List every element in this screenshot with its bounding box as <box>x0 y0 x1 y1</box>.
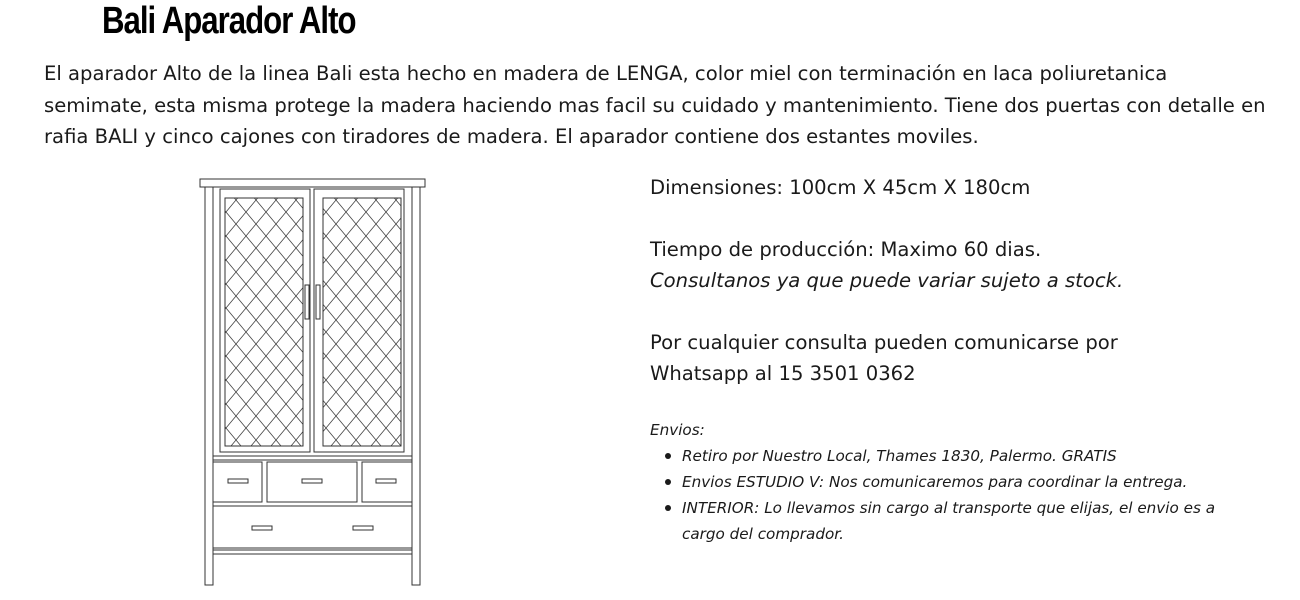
list-item: INTERIOR: Lo llevamos sin cargo al transporte que elijas, el envio es a cargo del comprador. <box>682 495 1257 547</box>
shipping-list <box>650 443 1257 547</box>
product-title: Bali Aparador Alto <box>102 0 356 42</box>
stock-note-text: Consultanos ya que puede variar sujeto a stock. <box>650 269 1124 292</box>
product-description: El aparador Alto de la linea Bali esta hecho en madera de LENGA, color miel con terminación en laca poliuretanica semimate, esta misma protege la madera haciendo mas facil su cuidado y mantenimiento. Tiene dos puertas con detalle en rafia BALI y cinco cajones con tiradores de madera. El aparador contiene dos estantes moviles. <box>44 62 1266 148</box>
list-item: Retiro por Nuestro Local, Thames 1830, Palermo. GRATIS <box>682 443 1257 469</box>
production-time-text: Tiempo de producción: Maximo 60 dias. <box>650 238 1042 261</box>
shipping-title: Envios: <box>650 421 705 439</box>
dimensions-text: Dimensiones: 100cm X 45cm X 180cm <box>650 176 1031 199</box>
contact-text: Por cualquier consulta pueden comunicarse por Whatsapp al 15 3501 0362 <box>650 331 1118 385</box>
cabinet-drawing <box>196 176 430 588</box>
list-item: Envios ESTUDIO V: Nos comunicaremos para coordinar la entrega. <box>682 469 1257 495</box>
